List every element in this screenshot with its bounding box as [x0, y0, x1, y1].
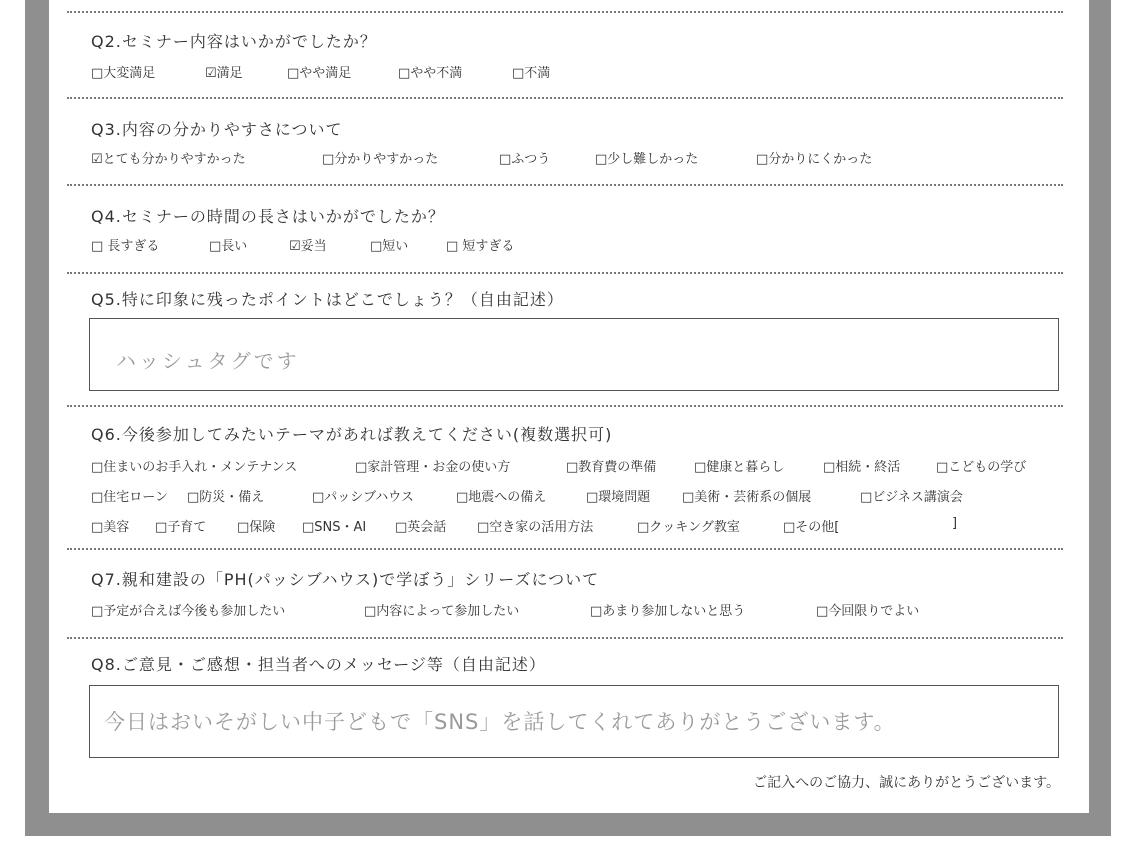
q2-question: Q2.セミナー内容はいかがでしたか？ — [91, 32, 377, 51]
divider — [67, 272, 1063, 274]
q3-option-bit-difficult[interactable]: □少し難しかった — [595, 152, 699, 167]
q7-question: Q7.親和建設の「PH(パッシブハウス)で学ぼう」シリーズについて — [91, 570, 600, 589]
divider — [67, 11, 1063, 13]
q2-option-satisfied[interactable]: ☑満足 — [205, 66, 243, 81]
q2-option-very-satisfied[interactable]: □大変満足 — [91, 66, 156, 81]
q6-theme-sns-ai[interactable]: □SNS・AI — [302, 520, 367, 535]
q3-option-unclear[interactable]: □分かりにくかった — [756, 152, 873, 167]
q4-option-long[interactable]: □長い — [209, 239, 248, 254]
q8-question: Q8.ご意見・ご感想・担当者へのメッセージ等（自由記述） — [91, 655, 546, 674]
q2-option-somewhat-satisfied[interactable]: □やや満足 — [287, 66, 352, 81]
q6-theme-inheritance[interactable]: □相続・終活 — [823, 460, 901, 475]
q6-theme-kids-learning[interactable]: □こどもの学び — [936, 460, 1027, 475]
q5-answer-box[interactable] — [89, 318, 1059, 391]
q8-answer-box[interactable] — [89, 685, 1059, 758]
q4-option-appropriate[interactable]: ☑妥当 — [289, 239, 327, 254]
divider — [67, 548, 1063, 550]
q4-option-too-long[interactable]: □ 長すぎる — [91, 239, 160, 254]
q4-option-too-short[interactable]: □ 短すぎる — [446, 239, 515, 254]
q2-option-dissatisfied[interactable]: □不満 — [512, 66, 551, 81]
q6-theme-health[interactable]: □健康と暮らし — [694, 460, 785, 475]
q6-theme-english[interactable]: □英会話 — [395, 520, 447, 535]
q6-theme-home-maintenance[interactable]: □住まいのお手入れ・メンテナンス — [91, 460, 298, 475]
q4-option-short[interactable]: □短い — [370, 239, 409, 254]
q6-theme-earthquake-prep[interactable]: □地震への備え — [456, 490, 547, 505]
thank-you-message: ご記入へのご協力、誠にありがとうございます。 — [753, 775, 1060, 791]
q6-question: Q6.今後参加してみたいテーマがあれば教えてください(複数選択可) — [91, 425, 613, 444]
q8-handwritten-answer: 今日はおいそがしい中子どもで「SNS」を話してくれてありがとうございます。 — [104, 710, 896, 734]
q4-question: Q4.セミナーの時間の長さはいかがでしたか？ — [91, 207, 445, 226]
q7-option-depends-on-content[interactable]: □内容によって参加したい — [364, 604, 520, 619]
divider — [67, 184, 1063, 186]
q5-handwritten-answer: ハッシュタグです — [116, 349, 300, 373]
q6-theme-disaster-prep[interactable]: □防災・備え — [187, 490, 265, 505]
q6-theme-household-finance[interactable]: □家計管理・お金の使い方 — [355, 460, 511, 475]
q6-theme-vacant-house[interactable]: □空き家の活用方法 — [477, 520, 594, 535]
q3-option-clear[interactable]: □分かりやすかった — [322, 152, 439, 167]
q5-question: Q5.特に印象に残ったポイントはどこでしょう？（自由記述） — [91, 290, 564, 309]
q6-theme-other[interactable]: □その他[ — [783, 520, 840, 535]
q6-theme-environment[interactable]: □環境問題 — [586, 490, 651, 505]
q6-other-bracket-close: ] — [952, 516, 958, 531]
q2-option-somewhat-dissatisfied[interactable]: □やや不満 — [398, 66, 463, 81]
divider — [67, 405, 1063, 407]
q6-theme-cooking[interactable]: □クッキング教室 — [637, 520, 740, 535]
q7-option-this-time-only[interactable]: □今回限りでよい — [816, 604, 920, 619]
q6-theme-passive-house[interactable]: □パッシブハウス — [312, 490, 414, 505]
q7-option-unlikely[interactable]: □あまり参加しないと思う — [590, 604, 746, 619]
q3-question: Q3.内容の分かりやすさについて — [91, 120, 343, 139]
q6-theme-insurance[interactable]: □保険 — [237, 520, 276, 535]
divider — [67, 97, 1063, 99]
q6-theme-housing-loan[interactable]: □住宅ローン — [91, 490, 169, 505]
q6-theme-parenting[interactable]: □子育て — [155, 520, 207, 535]
q6-theme-art-exhibition[interactable]: □美術・芸術系の個展 — [682, 490, 812, 505]
divider — [67, 637, 1063, 639]
q6-theme-education-fund[interactable]: □教育費の準備 — [566, 460, 657, 475]
q6-theme-beauty[interactable]: □美容 — [91, 520, 130, 535]
q3-option-normal[interactable]: □ふつう — [499, 152, 551, 167]
q6-theme-business-lecture[interactable]: □ビジネス講演会 — [860, 490, 963, 505]
q7-option-attend-if-possible[interactable]: □予定が合えば今後も参加したい — [91, 604, 286, 619]
q3-option-very-clear[interactable]: ☑とても分かりやすかった — [91, 152, 246, 167]
